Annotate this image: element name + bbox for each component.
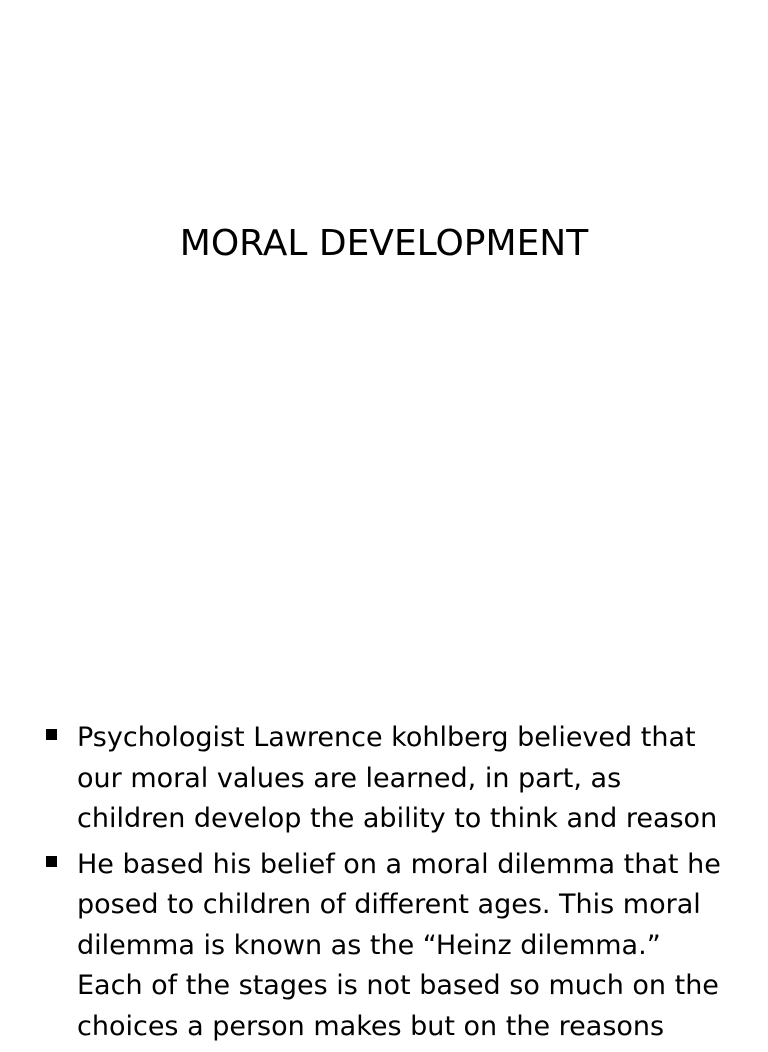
bullet-item: [0, 718, 768, 840]
square-bullet-icon: [46, 729, 57, 740]
slide-title: MORAL DEVELOPMENT: [179, 223, 589, 264]
bullet-text: He based his belief on a moral dilemma that he posed to children of different ages. This moral dilemma is known as the “Heinz dilemma.” Each of the stages is not based so much on the choices a person makes but on the reasons: [77, 848, 721, 1042]
bullet-item: [0, 845, 768, 1048]
bullet-list: [0, 718, 768, 1052]
bullet-text: Psychologist Lawrence kohlberg believed that our moral values are learned, in part, as children develop the ability to think and reason: [77, 722, 718, 834]
square-bullet-icon: [46, 856, 57, 867]
